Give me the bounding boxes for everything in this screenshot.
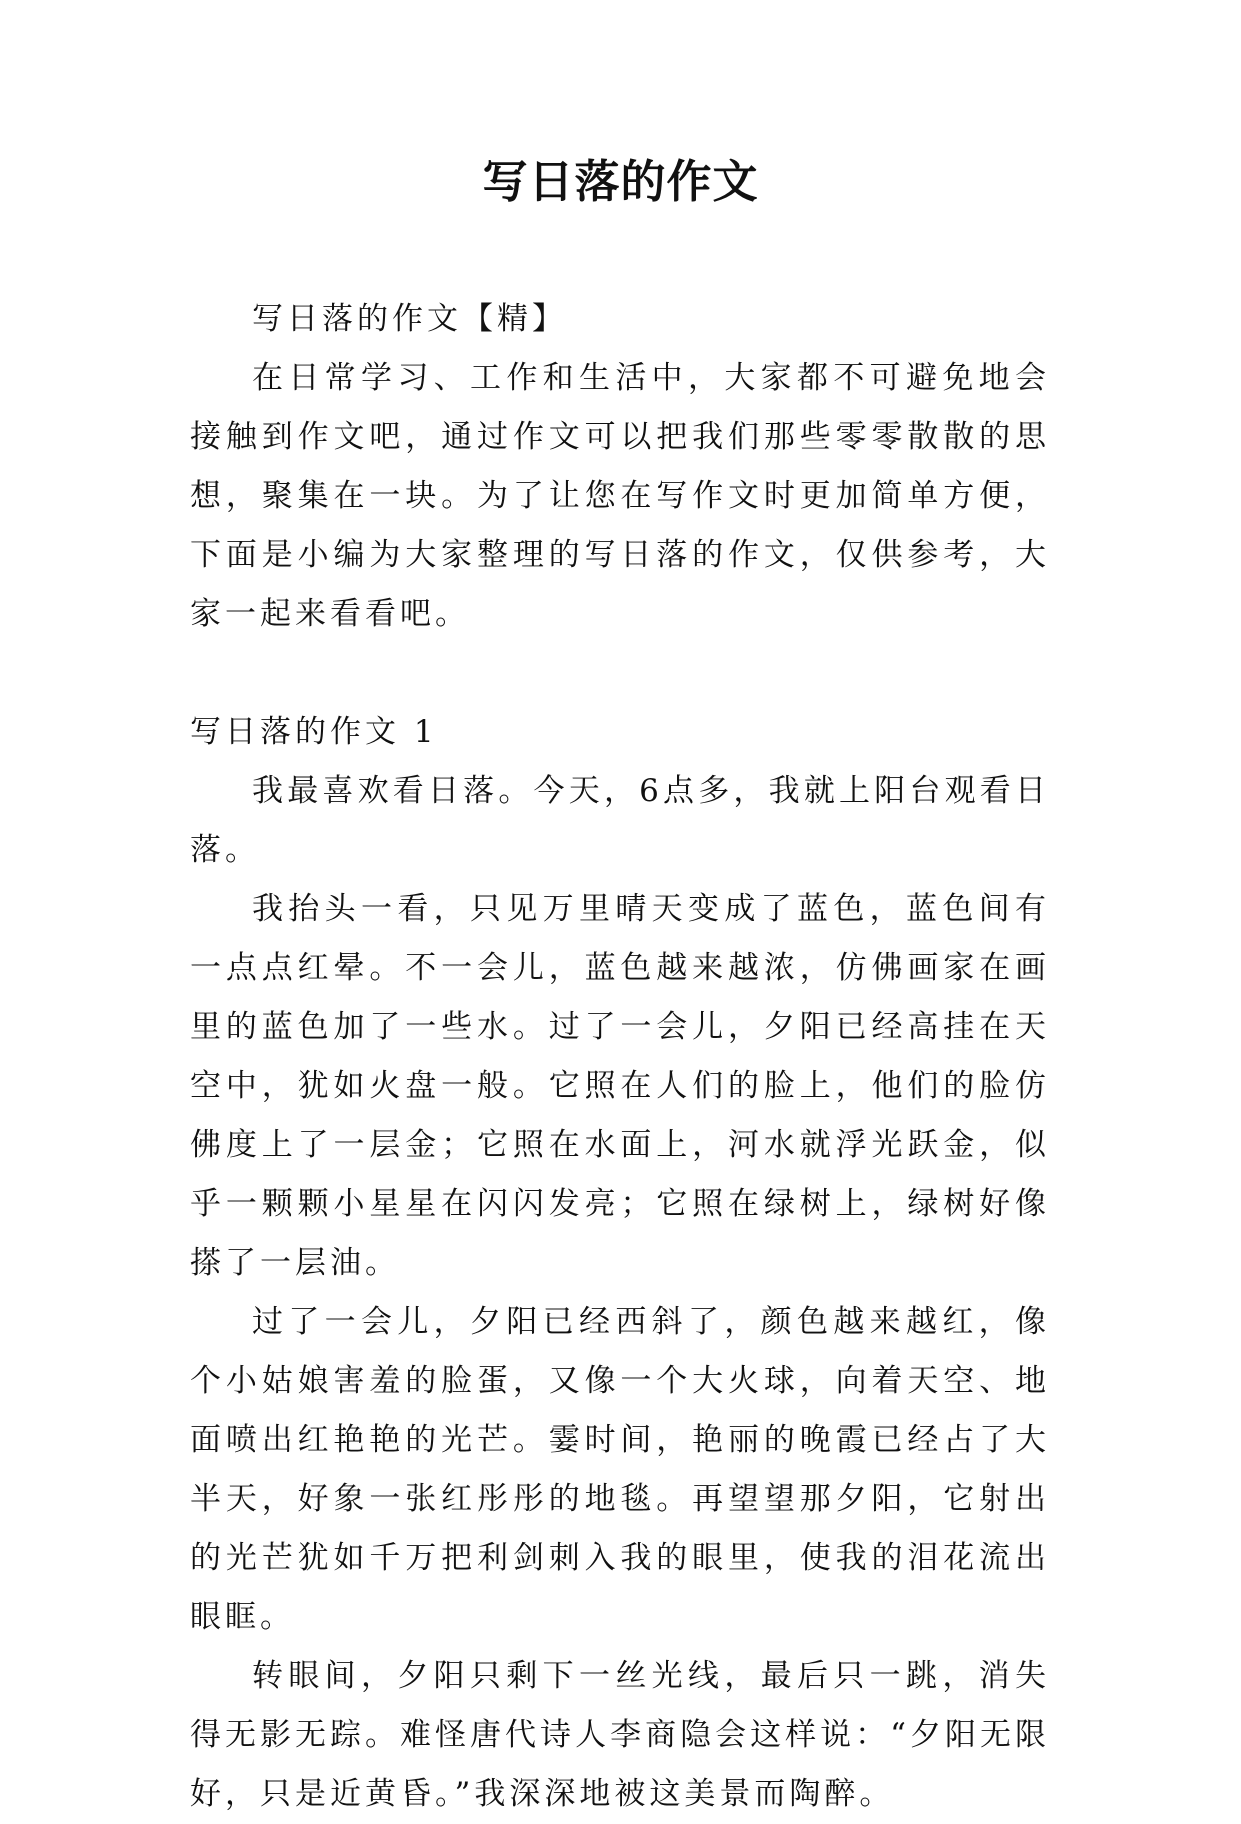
paragraph-3: 过了一会儿，夕阳已经西斜了，颜色越来越红，像个小姑娘害羞的脸蛋，又像一个大火球，向着天空、地面喷出红艳艳的光芒。霎时间，艳丽的晚霞已经占了大半天，好象一张红彤彤的地毯。再望望那夕阳，它射出的光芒犹如千万把利剑刺入我的眼里，使我的泪花流出眼眶。 — [190, 1304, 1050, 1635]
intro-paragraph: 在日常学习、工作和生活中，大家都不可避免地会接触到作文吧，通过作文可以把我们那些零零散散的思想，聚集在一块。为了让您在写作文时更加简单方便，下面是小编为大家整理的写日落的作文，仅供参考，大家一起来看看吧。 — [190, 360, 1050, 632]
document-body — [190, 290, 1050, 1824]
paragraph-4: 转眼间，夕阳只剩下一丝光线，最后只一跳，消失得无影无踪。难怪唐代诗人李商隐会这样说：“夕阳无限好，只是近黄昏。”我深深地被这美景而陶醉。 — [190, 1658, 1050, 1812]
paragraph-2: 我抬头一看，只见万里晴天变成了蓝色，蓝色间有一点点红晕。不一会儿，蓝色越来越浓，仿佛画家在画里的蓝色加了一些水。过了一会儿，夕阳已经高挂在天空中，犹如火盘一般。它照在人们的脸上，他们的脸仿佛度上了一层金；它照在水面上，河水就浮光跃金，似乎一颗颗小星星在闪闪发亮；它照在绿树上，绿树好像搽了一层油。 — [190, 891, 1050, 1281]
document-title: 写日落的作文 — [482, 155, 759, 208]
section-heading: 写日落的作文 1 — [190, 714, 438, 750]
intro-subtitle: 写日落的作文【精】 — [252, 301, 567, 337]
paragraph-1: 我最喜欢看日落。今天，6点多，我就上阳台观看日落。 — [190, 773, 1050, 868]
